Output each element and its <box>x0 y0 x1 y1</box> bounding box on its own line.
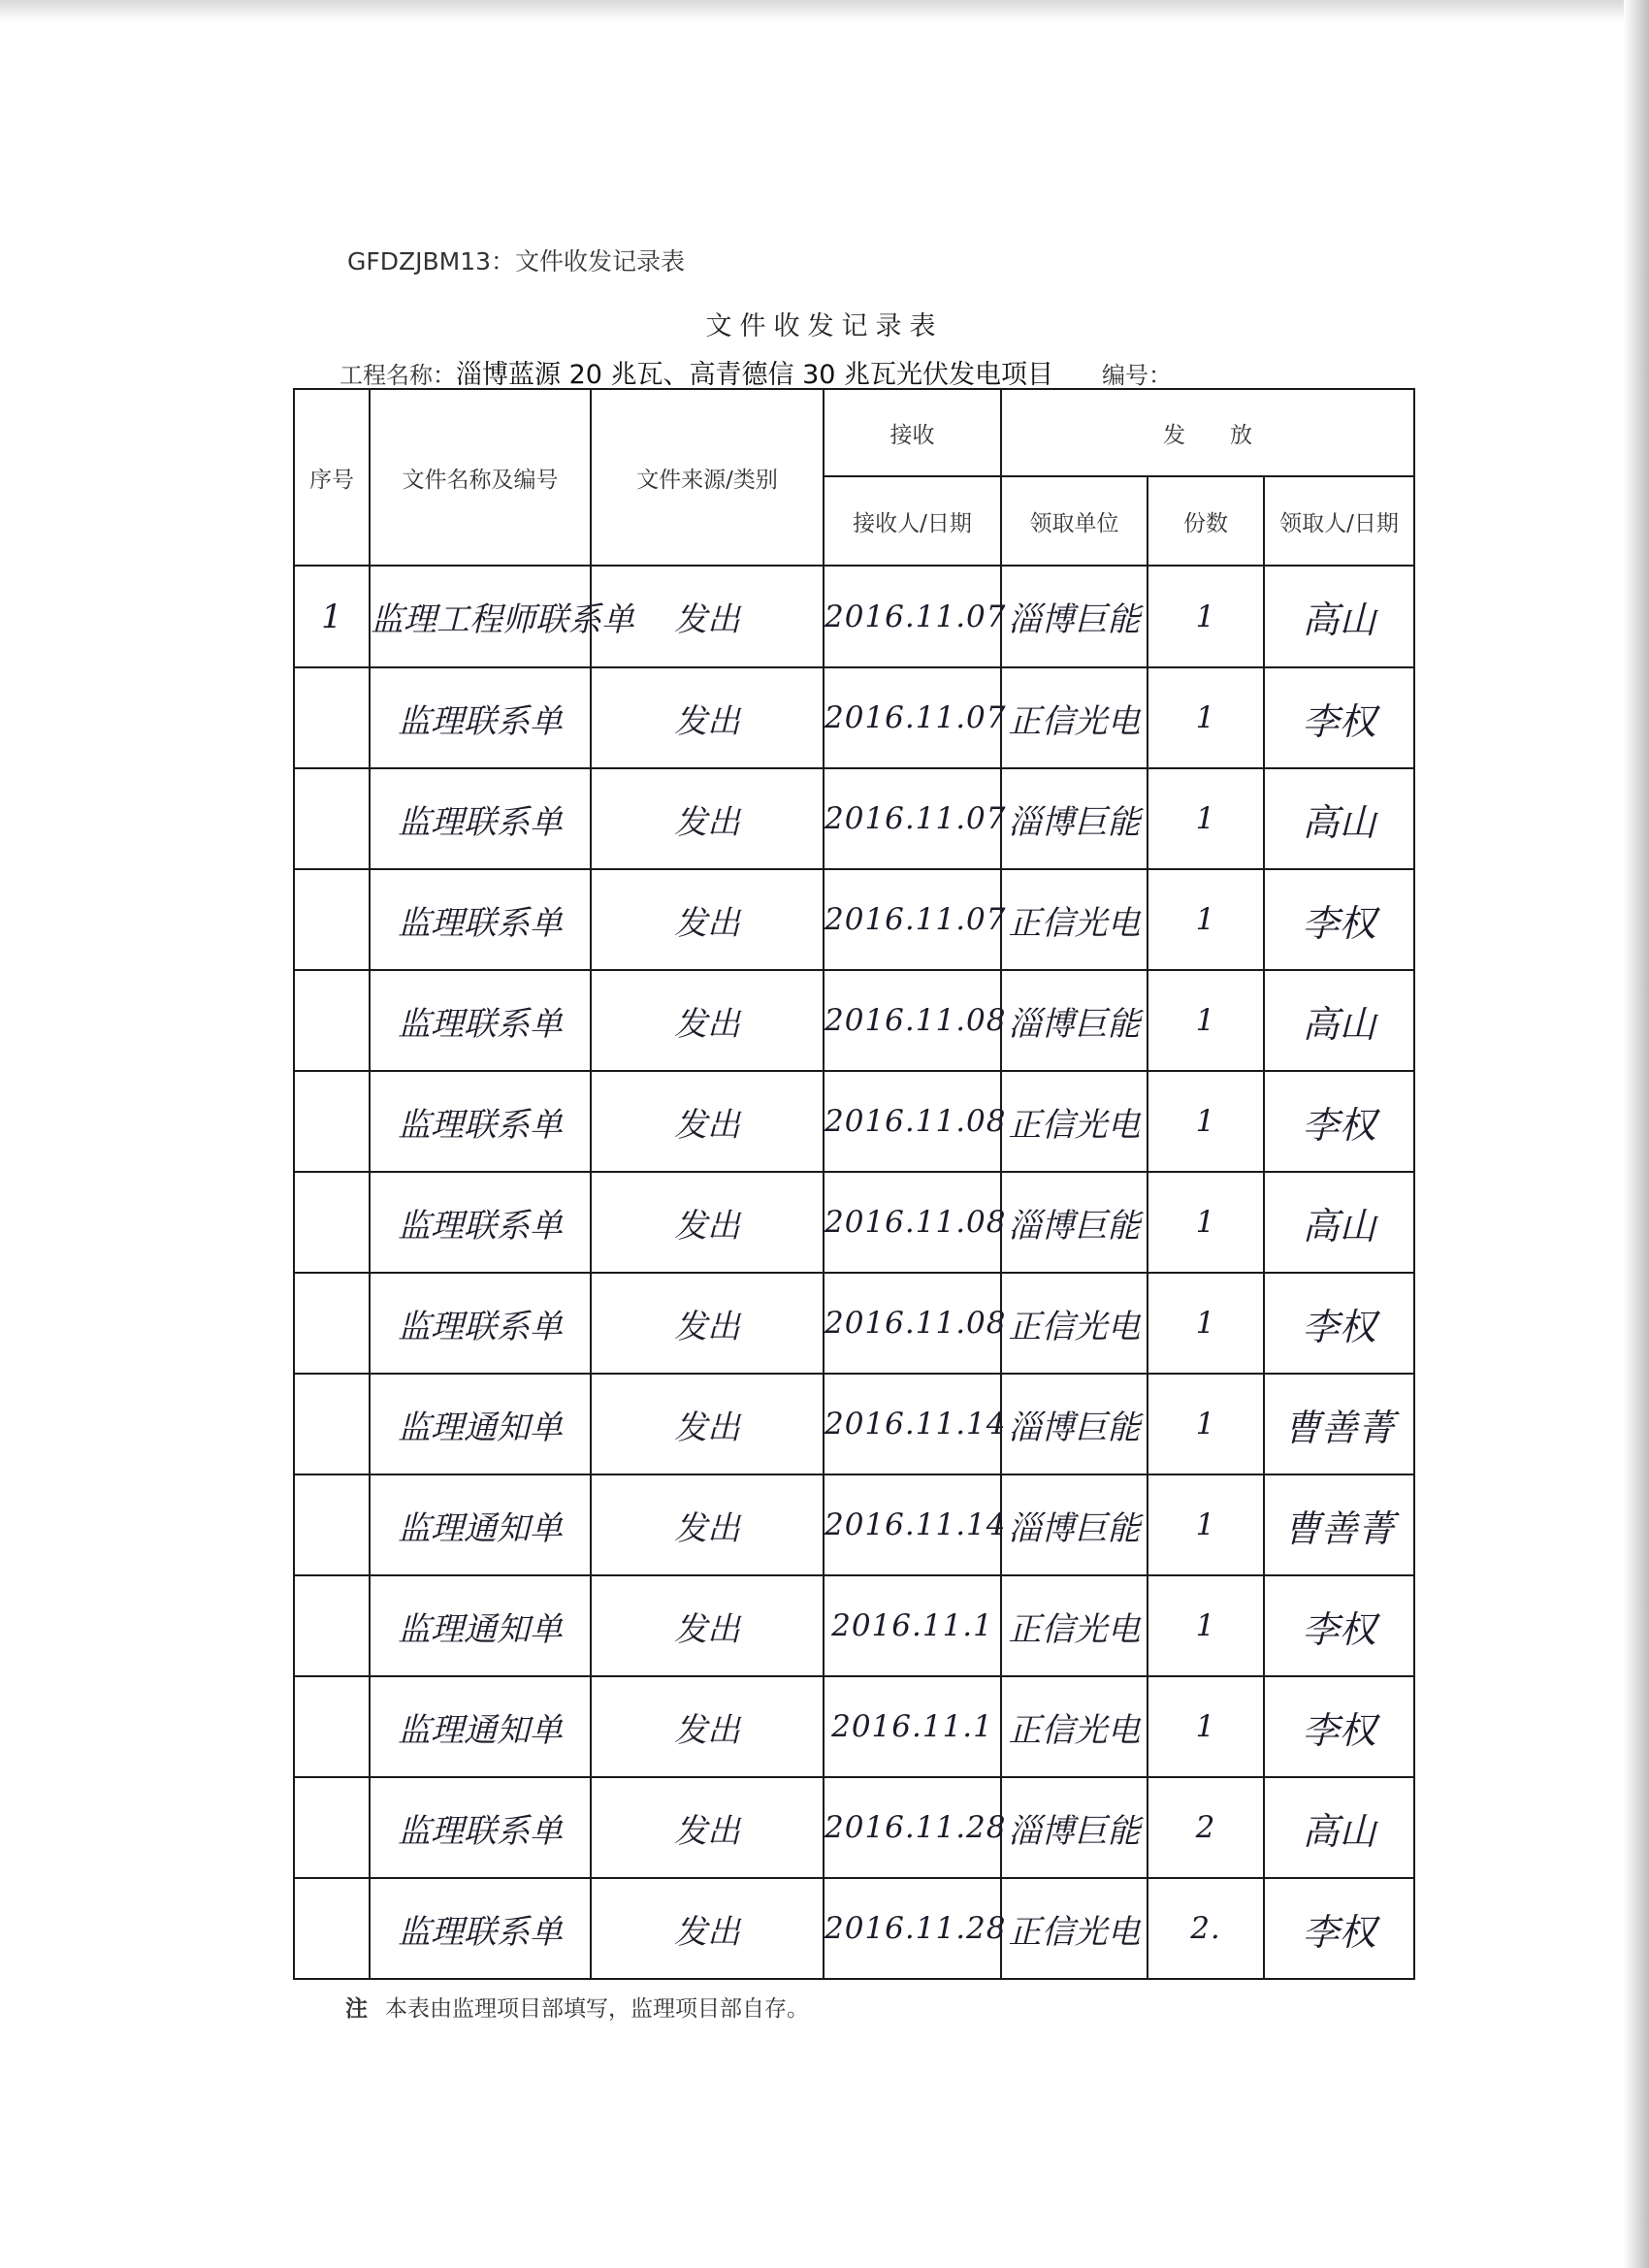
cell-issue-unit <box>1001 1374 1148 1474</box>
col-header-receiver-date: 接收人/日期 <box>824 476 1001 566</box>
cell-issue-unit-text: 正信光电 <box>1008 903 1141 943</box>
cell-issue-unit <box>1001 566 1148 667</box>
cell-recipient <box>1264 566 1414 667</box>
record-table <box>293 388 1415 1980</box>
table-row <box>294 1374 1414 1474</box>
document-code: GFDZJBM13：文件收发记录表 <box>347 247 686 275</box>
cell-issue-unit-text: 正信光电 <box>1008 1307 1141 1346</box>
table-row <box>294 869 1414 970</box>
cell-receive-date-text: 2016.11.07 <box>824 599 1007 634</box>
cell-copies <box>1148 1172 1264 1273</box>
cell-recipient <box>1264 869 1414 970</box>
cell-issue-unit <box>1001 768 1148 869</box>
cell-source <box>591 970 824 1071</box>
cell-issue-unit <box>1001 970 1148 1071</box>
cell-source-text: 发出 <box>674 1508 740 1548</box>
cell-issue-unit <box>1001 1071 1148 1172</box>
cell-file-name <box>370 869 591 970</box>
cell-receive-date <box>824 1172 1007 1273</box>
cell-source-text: 发出 <box>674 1811 740 1851</box>
cell-copies <box>1148 970 1264 1071</box>
cell-recipient <box>1264 1575 1414 1676</box>
cell-receive-date-text: 2016.11.28 <box>824 1810 1007 1845</box>
cell-source <box>591 768 824 869</box>
cell-file-name-text: 监理联系单 <box>398 1206 563 1246</box>
cell-recipient <box>1264 667 1414 768</box>
cell-source-text: 发出 <box>674 1609 740 1649</box>
cell-copies-text: 1 <box>1195 801 1216 836</box>
cell-recipient-text: 高山 <box>1302 1002 1376 1046</box>
cell-copies-text: 1 <box>1195 1205 1216 1240</box>
table-row <box>294 566 1414 667</box>
cell-issue-unit-text: 正信光电 <box>1008 1912 1141 1952</box>
cell-file-name-text: 监理联系单 <box>398 701 563 741</box>
cell-copies <box>1148 566 1264 667</box>
footer-note <box>345 1991 809 2023</box>
cell-recipient <box>1264 970 1414 1071</box>
cell-copies <box>1148 1273 1264 1374</box>
cell-receive-date-text: 2016.11.08 <box>824 1003 1007 1038</box>
cell-copies-text: 1 <box>1195 1407 1216 1442</box>
cell-issue-unit <box>1001 1676 1148 1777</box>
cell-source <box>591 1575 824 1676</box>
cell-receive-date <box>824 869 1007 970</box>
cell-file-name <box>370 970 591 1071</box>
note-label: 注 <box>345 1996 368 2022</box>
cell-source-text: 发出 <box>674 903 740 943</box>
cell-issue-unit-text: 淄博巨能 <box>1008 802 1141 842</box>
cell-receive-date <box>824 1676 1001 1777</box>
cell-copies-text: 1 <box>1195 902 1216 937</box>
cell-issue-unit-text: 淄博巨能 <box>1008 600 1141 639</box>
table-row <box>294 970 1414 1071</box>
table-row <box>294 768 1414 869</box>
col-header-file: 文件名称及编号 <box>370 389 591 566</box>
cell-copies-text: 1 <box>1195 1709 1216 1744</box>
cell-source-text: 发出 <box>674 1710 740 1750</box>
cell-recipient-text: 李权 <box>1302 1708 1376 1752</box>
cell-receive-date <box>824 1474 1007 1575</box>
cell-seq <box>294 1172 370 1273</box>
cell-file-name <box>370 768 591 869</box>
cell-recipient-text: 李权 <box>1302 1305 1376 1348</box>
cell-copies-text: 1 <box>1195 1104 1216 1139</box>
cell-seq <box>294 1474 370 1575</box>
cell-issue-unit <box>1001 1878 1148 1979</box>
cell-copies <box>1148 667 1264 768</box>
cell-seq <box>294 970 370 1071</box>
cell-file-name-text: 监理联系单 <box>398 1811 563 1851</box>
project-label: 工程名称： <box>340 362 456 389</box>
cell-recipient-text: 高山 <box>1302 599 1376 641</box>
cell-receive-date-text: 2016.11.1 <box>831 1608 993 1643</box>
cell-recipient-text: 曹善菁 <box>1283 1406 1395 1449</box>
cell-file-name-text: 监理联系单 <box>398 903 563 943</box>
cell-file-name <box>370 1676 591 1777</box>
cell-receive-date <box>824 1777 1007 1878</box>
cell-recipient-text: 李权 <box>1302 1910 1376 1954</box>
cell-file-name-text: 监理联系单 <box>398 1105 563 1145</box>
table-row <box>294 1071 1414 1172</box>
cell-receive-date-text: 2016.11.14 <box>824 1507 1007 1542</box>
cell-receive-date <box>824 667 1007 768</box>
cell-issue-unit-text: 淄博巨能 <box>1008 1004 1141 1044</box>
cell-issue-unit <box>1001 1575 1148 1676</box>
col-header-unit: 领取单位 <box>1001 476 1148 566</box>
table-row <box>294 1878 1414 1979</box>
cell-issue-unit-text: 正信光电 <box>1008 1710 1141 1750</box>
cell-receive-date-text: 2016.11.07 <box>824 902 1007 937</box>
project-name: 淄博蓝源 20 兆瓦、高青德信 30 兆瓦光伏发电项目 <box>456 360 1054 390</box>
header-row-1 <box>294 389 1414 476</box>
cell-file-name <box>370 1474 591 1575</box>
cell-seq <box>294 1273 370 1374</box>
cell-seq <box>294 667 370 768</box>
col-header-source: 文件来源/类别 <box>591 389 824 566</box>
cell-source <box>591 869 824 970</box>
group-header-receive: 接收 <box>824 389 1001 476</box>
cell-copies <box>1148 768 1264 869</box>
cell-copies-text: 2 <box>1195 1810 1216 1845</box>
record-rows <box>294 566 1414 1979</box>
cell-receive-date <box>824 1575 1001 1676</box>
table-row <box>294 667 1414 768</box>
cell-recipient-text: 高山 <box>1302 800 1376 844</box>
note-text: 本表由监理项目部填写，监理项目部自存。 <box>385 1996 809 2022</box>
cell-receive-date <box>824 970 1007 1071</box>
cell-recipient <box>1264 1878 1414 1979</box>
scan-edge-top <box>0 0 1649 21</box>
cell-recipient-text: 李权 <box>1302 1103 1376 1147</box>
cell-source <box>591 1172 824 1273</box>
cell-file-name-text: 监理通知单 <box>398 1408 563 1447</box>
cell-source <box>591 667 824 768</box>
cell-file-name <box>370 1575 591 1676</box>
cell-source-text: 发出 <box>674 802 740 842</box>
cell-file-name <box>370 566 634 667</box>
table-row <box>294 1575 1414 1676</box>
cell-receive-date-text: 2016.11.07 <box>824 801 1007 836</box>
col-header-recipient-date: 领取人/日期 <box>1264 476 1414 566</box>
group-header-issue: 发 放 <box>1001 389 1414 476</box>
cell-issue-unit <box>1001 869 1148 970</box>
cell-source <box>591 1878 824 1979</box>
cell-recipient <box>1264 1071 1414 1172</box>
cell-seq-text: 1 <box>321 597 342 636</box>
cell-issue-unit-text: 淄博巨能 <box>1008 1206 1141 1246</box>
cell-copies <box>1148 1575 1264 1676</box>
cell-recipient-text: 高山 <box>1302 1204 1376 1247</box>
cell-receive-date-text: 2016.11.1 <box>831 1709 993 1744</box>
cell-receive-date <box>824 1071 1007 1172</box>
cell-copies-text: 1 <box>1195 1507 1216 1542</box>
cell-receive-date <box>824 768 1007 869</box>
cell-copies <box>1148 1071 1264 1172</box>
table-row <box>294 1676 1414 1777</box>
cell-source-text: 发出 <box>674 1105 740 1145</box>
cell-receive-date <box>824 1374 1007 1474</box>
cell-recipient <box>1264 1273 1414 1374</box>
table-row <box>294 1777 1414 1878</box>
cell-source-text: 发出 <box>674 1408 740 1447</box>
col-header-seq: 序号 <box>294 389 370 566</box>
cell-recipient <box>1264 768 1414 869</box>
cell-source <box>591 1676 824 1777</box>
cell-copies-text: 2. <box>1190 1911 1221 1946</box>
cell-issue-unit <box>1001 1172 1148 1273</box>
cell-copies <box>1148 1878 1264 1979</box>
cell-source-text: 发出 <box>674 1206 740 1246</box>
cell-copies <box>1148 1374 1264 1474</box>
cell-file-name-text: 监理联系单 <box>398 1004 563 1044</box>
cell-receive-date <box>824 566 1007 667</box>
cell-file-name-text: 监理联系单 <box>398 802 563 842</box>
cell-issue-unit-text: 正信光电 <box>1008 1609 1141 1649</box>
cell-file-name-text: 监理联系单 <box>398 1307 563 1346</box>
col-header-copies: 份数 <box>1148 476 1264 566</box>
cell-file-name-text: 监理通知单 <box>398 1508 563 1548</box>
cell-file-name-text: 监理工程师联系单 <box>371 600 634 639</box>
cell-recipient <box>1264 1474 1414 1575</box>
cell-source-text: 发出 <box>674 1004 740 1044</box>
cell-source-text: 发出 <box>674 1307 740 1346</box>
form-title: 文件收发记录表 <box>705 311 944 341</box>
cell-source-text: 发出 <box>674 600 740 639</box>
cell-receive-date-text: 2016.11.08 <box>824 1205 1007 1240</box>
cell-recipient-text: 高山 <box>1302 1809 1376 1853</box>
cell-copies-text: 1 <box>1195 599 1216 634</box>
cell-seq <box>294 566 370 667</box>
cell-seq <box>294 869 370 970</box>
number-label: 编号： <box>1102 362 1173 389</box>
cell-issue-unit-text: 淄博巨能 <box>1008 1408 1141 1447</box>
cell-receive-date <box>824 1273 1007 1374</box>
cell-file-name-text: 监理通知单 <box>398 1710 563 1750</box>
cell-seq <box>294 1374 370 1474</box>
cell-recipient-text: 李权 <box>1302 1607 1376 1651</box>
cell-recipient-text: 李权 <box>1302 699 1376 743</box>
cell-file-name <box>370 1071 591 1172</box>
cell-source <box>591 1474 824 1575</box>
cell-recipient <box>1264 1676 1414 1777</box>
cell-source <box>591 1374 824 1474</box>
cell-issue-unit-text: 正信光电 <box>1008 1105 1141 1145</box>
cell-issue-unit <box>1001 1474 1148 1575</box>
cell-receive-date-text: 2016.11.07 <box>824 700 1007 735</box>
cell-receive-date-text: 2016.11.08 <box>824 1104 1007 1139</box>
cell-file-name-text: 监理通知单 <box>398 1609 563 1649</box>
cell-source <box>591 1071 824 1172</box>
cell-recipient <box>1264 1172 1414 1273</box>
cell-receive-date-text: 2016.11.28 <box>824 1911 1007 1946</box>
cell-receive-date-text: 2016.11.14 <box>824 1407 1007 1442</box>
cell-receive-date-text: 2016.11.08 <box>824 1306 1007 1341</box>
cell-file-name <box>370 667 591 768</box>
cell-source <box>591 1777 824 1878</box>
cell-copies-text: 1 <box>1195 1003 1216 1038</box>
cell-recipient-text: 曹善菁 <box>1283 1507 1395 1550</box>
cell-seq <box>294 1676 370 1777</box>
cell-copies <box>1148 1777 1264 1878</box>
cell-issue-unit <box>1001 667 1148 768</box>
cell-copies <box>1148 1474 1264 1575</box>
cell-issue-unit-text: 正信光电 <box>1008 701 1141 741</box>
cell-file-name-text: 监理联系单 <box>398 1912 563 1952</box>
cell-issue-unit-text: 淄博巨能 <box>1008 1508 1141 1548</box>
cell-copies-text: 1 <box>1195 1306 1216 1341</box>
table-row <box>294 1172 1414 1273</box>
cell-issue-unit <box>1001 1777 1148 1878</box>
cell-file-name <box>370 1172 591 1273</box>
cell-recipient <box>1264 1777 1414 1878</box>
table-row <box>294 1273 1414 1374</box>
cell-source <box>591 1273 824 1374</box>
cell-issue-unit-text: 淄博巨能 <box>1008 1811 1141 1851</box>
cell-seq <box>294 1878 370 1979</box>
cell-seq <box>294 1575 370 1676</box>
cell-recipient <box>1264 1374 1414 1474</box>
table-row <box>294 1474 1414 1575</box>
cell-seq <box>294 1071 370 1172</box>
cell-source-text: 发出 <box>674 701 740 741</box>
cell-copies-text: 1 <box>1195 1608 1216 1643</box>
cell-copies-text: 1 <box>1195 700 1216 735</box>
cell-issue-unit <box>1001 1273 1148 1374</box>
cell-copies <box>1148 1676 1264 1777</box>
cell-copies <box>1148 869 1264 970</box>
project-line <box>340 353 1172 391</box>
cell-file-name <box>370 1777 591 1878</box>
cell-file-name <box>370 1878 591 1979</box>
cell-recipient-text: 李权 <box>1302 901 1376 945</box>
cell-file-name <box>370 1374 591 1474</box>
cell-receive-date <box>824 1878 1007 1979</box>
cell-seq <box>294 768 370 869</box>
cell-file-name <box>370 1273 591 1374</box>
cell-seq <box>294 1777 370 1878</box>
cell-source-text: 发出 <box>674 1912 740 1952</box>
